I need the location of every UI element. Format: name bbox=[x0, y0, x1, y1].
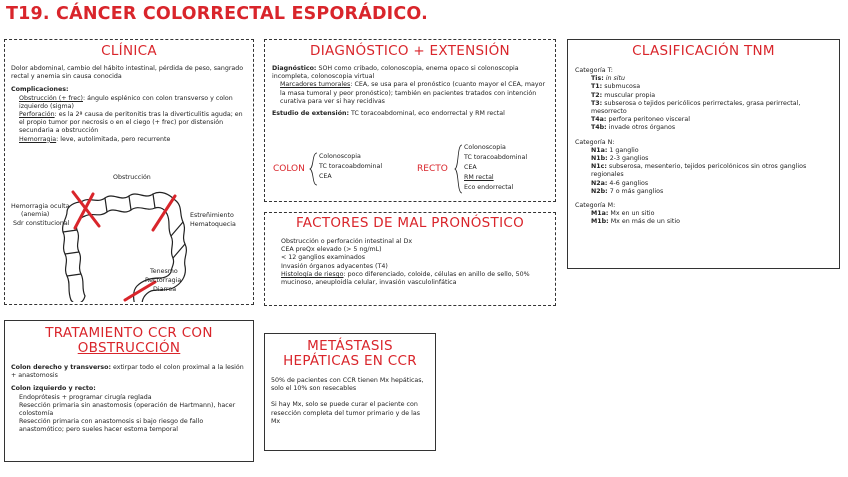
recto-item-1: Colonoscopia bbox=[464, 144, 506, 151]
metastasis-title-line1: METÁSTASIS bbox=[307, 338, 393, 354]
colon-brace bbox=[309, 152, 319, 186]
pronostico-line-4: Invasión órganos adyacentes (T4) bbox=[281, 262, 388, 270]
tratamiento-panel bbox=[4, 320, 254, 462]
diagram-label-right2: Hematoquecia bbox=[190, 221, 236, 228]
tratamiento-title-line1: TRATAMIENTO CCR CON bbox=[45, 325, 213, 341]
colon-item-1: Colonoscopia bbox=[319, 153, 361, 160]
recto-brace bbox=[454, 144, 464, 194]
tnm-t-item: T3: subserosa o tejidos pericólicos perirrectales, grasa perirrectal, mesorrecto bbox=[591, 99, 801, 116]
tnm-n-item: N2b: 7 o más ganglios bbox=[591, 187, 664, 195]
diagram-label-left2: (anemia) bbox=[21, 211, 50, 218]
complicaciones-heading: Complicaciones: bbox=[11, 86, 69, 94]
tnm-t-item: T4a: perfora peritoneo visceral bbox=[591, 116, 690, 124]
metastasis-p1: 50% de pacientes con CCR tienen Mx hepáticas, solo el 10% son resecables bbox=[271, 377, 424, 393]
diagram-label-right1: Estreñimiento bbox=[190, 212, 234, 219]
diagram-label-left3: Sdr constitucional bbox=[13, 220, 70, 227]
clinica-title: CLÍNICA bbox=[101, 43, 157, 59]
tnm-n-heading: Categoría N: bbox=[575, 138, 615, 146]
tratamiento-title-line2: OBSTRUCCIÓN bbox=[77, 340, 181, 356]
colon-item-3: CEA bbox=[319, 173, 332, 180]
colon-diagram bbox=[5, 172, 255, 302]
tnm-t-item: T4b: invade otros órganos bbox=[591, 124, 676, 132]
pronostico-line-1: Obstrucción o perforación intestinal al Dx bbox=[281, 238, 413, 245]
clinica-panel bbox=[4, 39, 254, 305]
tratamiento-izq-item: Endoprótesis + programar cirugía reglada bbox=[19, 393, 152, 401]
diagram-label-bottom2: Rectorragia bbox=[145, 277, 182, 284]
pronostico-histologia: Histología de riesgo: poco diferenciado, coloide, células en anillo de sello, 50% mucinoso, aneuploidía celular, invasión vasculolinfática bbox=[281, 270, 530, 287]
dx-line: Diagnóstico: SOH como cribado, colonoscopia, enema opaco si colonoscopia incompleta, colonoscopia virtual bbox=[272, 65, 519, 81]
extension-line: Estudio de extensión: TC toracoabdominal, eco endorrectal y RM rectal bbox=[272, 110, 505, 118]
tratamiento-izq-heading: Colon izquierdo y recto: bbox=[11, 385, 96, 393]
tratamiento-izq-item: Resección primaria con anastomosis si bajo riesgo de fallo anastomótico; pero sueles hacer estoma temporal bbox=[19, 418, 204, 434]
tnm-m-item: M1a: Mx en un sitio bbox=[591, 210, 655, 218]
diagnostico-title: DIAGNÓSTICO + EXTENSIÓN bbox=[310, 43, 510, 59]
pronostico-panel bbox=[264, 212, 556, 306]
metastasis-panel bbox=[264, 333, 436, 451]
tnm-m-item: M1b: Mx en más de un sitio bbox=[591, 218, 680, 226]
recto-item-4: RM rectal bbox=[464, 174, 494, 181]
metastasis-p2: Si hay Mx, solo se puede curar el paciente con resección completa del tumor primario y de las Mx bbox=[271, 401, 421, 425]
marcadores-line: Marcadores tumorales: CEA, se usa para el pronóstico (cuanto mayor el CEA, mayor la masa tumoral y peor pronóstico); también en pacientes tratados con intención curativa para ver si hay recidivas bbox=[280, 81, 546, 105]
tnm-m-heading: Categoría M: bbox=[575, 202, 616, 210]
colon-label: COLON bbox=[273, 164, 305, 174]
tnm-n-item: N1a: 1 ganglio bbox=[591, 146, 639, 154]
diagnostico-panel bbox=[264, 39, 556, 202]
pronostico-line-3: < 12 ganglios examinados bbox=[281, 254, 365, 262]
diagram-label-obstruccion: Obstrucción bbox=[113, 174, 151, 181]
tratamiento-izq-item: Resección primaria sin anastomosis (operación de Hartmann), hacer colostomía bbox=[19, 401, 236, 418]
tnm-n-item: N1c: subserosa, mesenterio, tejidos pericolónicos sin otros ganglios regionales bbox=[591, 163, 807, 179]
tnm-panel bbox=[567, 39, 840, 269]
diagram-label-bottom3: Diarrea bbox=[153, 286, 177, 293]
pronostico-line-2: CEA preQx elevado (> 5 ng/mL) bbox=[281, 246, 382, 254]
recto-item-5: Eco endorrectal bbox=[464, 184, 514, 191]
pronostico-title: FACTORES DE MAL PRONÓSTICO bbox=[295, 215, 525, 231]
tnm-n-item: N2a: 4-6 ganglios bbox=[591, 179, 649, 187]
colon-item-2: TC toracoabdominal bbox=[319, 163, 383, 170]
tnm-title: CLASIFICACIÓN TNM bbox=[632, 43, 775, 59]
diagram-label-left1: Hemorragia oculta bbox=[11, 203, 70, 210]
clinica-intro: Dolor abdominal, cambio del hábito intestinal, pérdida de peso, sangrado rectal y anemia sin causa conocida bbox=[11, 65, 244, 81]
metastasis-title bbox=[265, 339, 435, 369]
tnm-t-item: T1: submucosa bbox=[591, 83, 641, 91]
tnm-t-item: Tis: in situ bbox=[591, 75, 625, 83]
complication-obstruccion: Obstrucción (+ frec): ángulo esplénico con colon transverso y colon izquierdo (sigma) bbox=[19, 94, 233, 110]
metastasis-title-line2: HEPÁTICAS EN CCR bbox=[283, 353, 417, 369]
complication-perforacion: Perforación: es la 2ª causa de peritonitis tras la diverticulitis aguda; en el propio tumor por necrosis o en el ciego (+ frec) por distensión secundaria a obstrucción bbox=[19, 111, 243, 135]
recto-label: RECTO bbox=[417, 164, 448, 174]
tnm-n-item: N1b: 2-3 ganglios bbox=[591, 155, 649, 163]
recto-item-3: CEA bbox=[464, 164, 477, 171]
tratamiento-derecho: Colon derecho y transverso: extirpar todo el colon proximal a la lesión + anastomosis bbox=[11, 364, 244, 380]
tnm-t-heading: Categoría T: bbox=[575, 67, 613, 74]
complication-hemorragia: Hemorragia: leve, autolimitada, pero recurrente bbox=[19, 135, 171, 143]
recto-item-2: TC toracoabdominal bbox=[464, 154, 528, 161]
tnm-t-item: T2: muscular propia bbox=[591, 91, 656, 99]
page-title: T19. CÁNCER COLORRECTAL ESPORÁDICO. bbox=[6, 4, 428, 24]
diagram-label-bottom1: Tenesmo bbox=[150, 268, 178, 275]
tratamiento-title bbox=[5, 326, 253, 356]
